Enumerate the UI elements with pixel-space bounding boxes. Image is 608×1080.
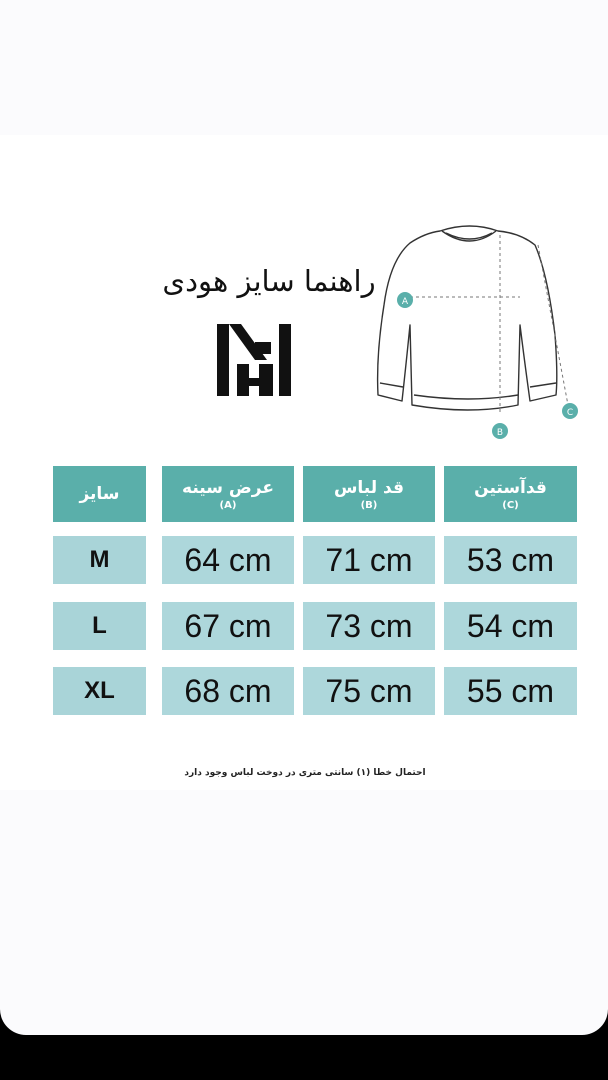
header-chest (162, 466, 294, 522)
table-cell-length: 71 cm (303, 536, 435, 584)
table-cell-chest: 67 cm (162, 602, 294, 650)
table-cell-sleeve: 55 cm (444, 667, 577, 715)
header-size-label: سایز (79, 484, 120, 504)
page-title: راهنما سایز هودی (162, 264, 376, 298)
table-cell-chest: 68 cm (162, 667, 294, 715)
table-cell-length: 73 cm (303, 602, 435, 650)
table-cell-length: 75 cm (303, 667, 435, 715)
header-sleeve (444, 466, 577, 522)
brand-logo-icon (215, 320, 293, 400)
header-chest-code: (A) (219, 499, 237, 511)
table-cell-sleeve: 54 cm (444, 602, 577, 650)
table-row-size: M (53, 536, 146, 584)
header-chest-label: عرض سینه (182, 477, 274, 498)
footnote: احتمال خطا (۱) سانتی متری در دوخت لباس وجود دارد (184, 768, 426, 778)
hoodie-diagram (370, 215, 590, 445)
header-sleeve-label: قدآستین (474, 477, 547, 498)
marker-a-label: A (401, 297, 409, 307)
table-cell-sleeve: 53 cm (444, 536, 577, 584)
header-sleeve-code: (C) (502, 499, 519, 511)
marker-b-label: B (496, 428, 504, 438)
header-size (53, 466, 146, 522)
marker-c-label: C (566, 408, 574, 418)
header-length-code: (B) (360, 499, 378, 511)
table-row-size: L (53, 602, 146, 650)
header-length (303, 466, 435, 522)
table-row-size: XL (53, 667, 146, 715)
table-cell-chest: 64 cm (162, 536, 294, 584)
header-length-label: قد لباس (333, 477, 405, 498)
